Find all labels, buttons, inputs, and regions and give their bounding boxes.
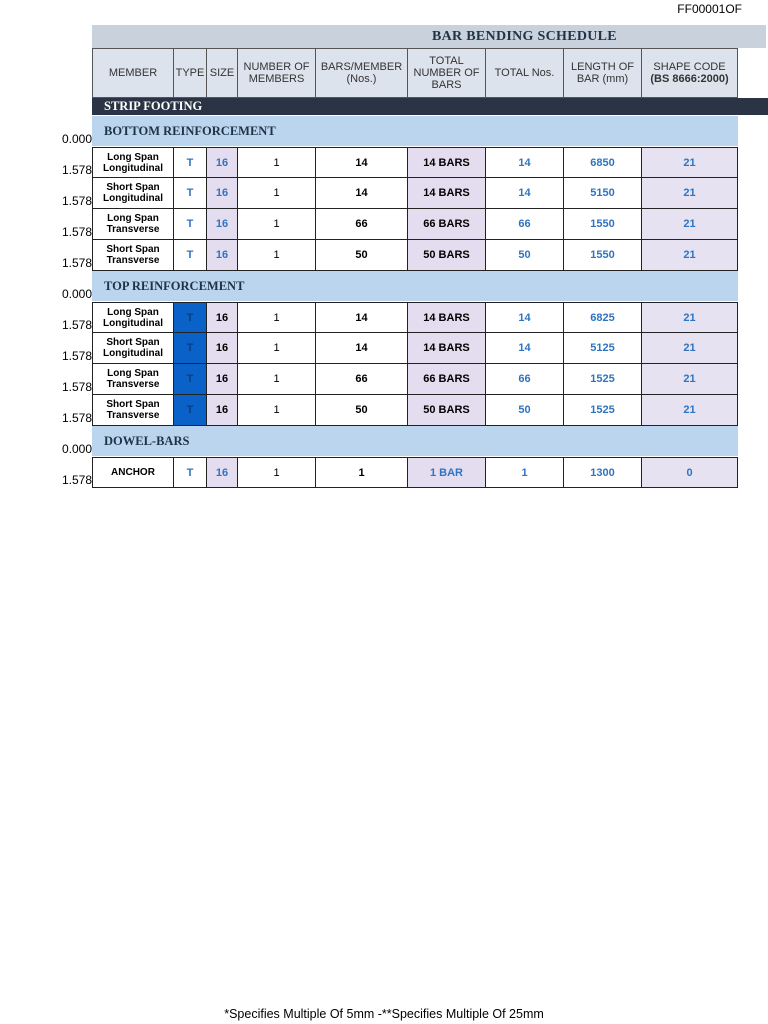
type-cell: T xyxy=(174,364,207,395)
size-cell: 16 xyxy=(207,364,238,395)
bars-per-member-cell: 14 xyxy=(316,178,408,209)
type-cell: T xyxy=(174,457,207,488)
shape-code-cell: 21 xyxy=(642,240,738,271)
bars-per-member-cell: 14 xyxy=(316,302,408,333)
header-shape-code: SHAPE CODE (BS 8666:2000) xyxy=(642,48,738,98)
length-cell: 1550 xyxy=(564,240,642,271)
schedule-title-bar xyxy=(92,25,766,48)
member-cell: Short Span Longitudinal xyxy=(92,178,174,209)
shape-code-cell: 21 xyxy=(642,178,738,209)
shape-code-cell: 21 xyxy=(642,333,738,364)
type-cell: T xyxy=(174,302,207,333)
size-cell: 16 xyxy=(207,302,238,333)
header-number-of-members: NUMBER OF MEMBERS xyxy=(238,48,316,98)
type-cell: T xyxy=(174,333,207,364)
header-total-number-of-bars: TOTAL NUMBER OF BARS xyxy=(408,48,486,98)
total-nos-cell: 14 xyxy=(486,147,564,178)
bars-per-member-cell: 66 xyxy=(316,364,408,395)
table-row xyxy=(92,457,738,488)
size-cell: 16 xyxy=(207,209,238,240)
length-cell: 1550 xyxy=(564,209,642,240)
type-cell: T xyxy=(174,147,207,178)
left-number: 0.000 xyxy=(61,287,92,301)
document-code: FF00001OF xyxy=(677,2,742,16)
members-cell: 1 xyxy=(238,395,316,426)
total-nos-cell: 66 xyxy=(486,209,564,240)
section-header-top: TOP REINFORCEMENT xyxy=(92,271,738,301)
length-cell: 1525 xyxy=(564,395,642,426)
bars-per-member-cell: 14 xyxy=(316,147,408,178)
total-nos-cell: 14 xyxy=(486,333,564,364)
length-cell: 1525 xyxy=(564,364,642,395)
header-bars-per-member: BARS/MEMBER (Nos.) xyxy=(316,48,408,98)
header-total-nos: TOTAL Nos. xyxy=(486,48,564,98)
total-nos-cell: 50 xyxy=(486,240,564,271)
left-number: 1.578 xyxy=(61,225,92,239)
type-cell: T xyxy=(174,395,207,426)
shape-code-cell: 0 xyxy=(642,457,738,488)
member-cell: Long Span Transverse xyxy=(92,364,174,395)
length-cell: 5150 xyxy=(564,178,642,209)
total-bars-cell: 14 BARS xyxy=(408,333,486,364)
type-cell: T xyxy=(174,209,207,240)
members-cell: 1 xyxy=(238,302,316,333)
length-cell: 6825 xyxy=(564,302,642,333)
header-member: MEMBER xyxy=(92,48,174,98)
bars-per-member-cell: 14 xyxy=(316,333,408,364)
total-nos-cell: 50 xyxy=(486,395,564,426)
size-cell: 16 xyxy=(207,178,238,209)
members-cell: 1 xyxy=(238,240,316,271)
shape-code-cell: 21 xyxy=(642,147,738,178)
shape-code-cell: 21 xyxy=(642,364,738,395)
bars-per-member-cell: 50 xyxy=(316,395,408,426)
table-row xyxy=(92,364,738,395)
bars-per-member-cell: 50 xyxy=(316,240,408,271)
member-cell: Short Span Longitudinal xyxy=(92,333,174,364)
left-number: 1.578 xyxy=(61,349,92,363)
type-cell: T xyxy=(174,240,207,271)
bars-per-member-cell: 1 xyxy=(316,457,408,488)
table-row xyxy=(92,178,738,209)
member-cell: ANCHOR xyxy=(92,457,174,488)
table-row xyxy=(92,333,738,364)
total-bars-cell: 50 BARS xyxy=(408,240,486,271)
total-bars-cell: 66 BARS xyxy=(408,209,486,240)
table-row xyxy=(92,395,738,426)
total-bars-cell: 14 BARS xyxy=(408,178,486,209)
bars-per-member-cell: 66 xyxy=(316,209,408,240)
left-number: 1.578 xyxy=(61,256,92,270)
header-length-of-bar: LENGTH OF BAR (mm) xyxy=(564,48,642,98)
members-cell: 1 xyxy=(238,333,316,364)
size-cell: 16 xyxy=(207,457,238,488)
left-number: 1.578 xyxy=(61,163,92,177)
total-nos-cell: 14 xyxy=(486,178,564,209)
total-nos-cell: 14 xyxy=(486,302,564,333)
shape-code-cell: 21 xyxy=(642,302,738,333)
footnote: *Specifies Multiple Of 5mm -**Specifies Multiple Of 25mm xyxy=(224,1007,544,1021)
strip-footing-bar xyxy=(92,98,768,115)
table-row xyxy=(92,209,738,240)
schedule-title: BAR BENDING SCHEDULE xyxy=(432,29,617,44)
member-cell: Long Span Transverse xyxy=(92,209,174,240)
total-nos-cell: 66 xyxy=(486,364,564,395)
size-cell: 16 xyxy=(207,147,238,178)
type-cell: T xyxy=(174,178,207,209)
members-cell: 1 xyxy=(238,178,316,209)
left-number: 1.578 xyxy=(61,318,92,332)
total-bars-cell: 1 BAR xyxy=(408,457,486,488)
member-cell: Short Span Transverse xyxy=(92,240,174,271)
left-number: 0.000 xyxy=(61,442,92,456)
strip-footing-label: STRIP FOOTING xyxy=(104,99,203,113)
member-cell: Short Span Transverse xyxy=(92,395,174,426)
member-cell: Long Span Longitudinal xyxy=(92,147,174,178)
left-number: 1.578 xyxy=(61,411,92,425)
total-bars-cell: 66 BARS xyxy=(408,364,486,395)
shape-code-cell: 21 xyxy=(642,395,738,426)
length-cell: 1300 xyxy=(564,457,642,488)
total-bars-cell: 14 BARS xyxy=(408,147,486,178)
size-cell: 16 xyxy=(207,240,238,271)
header-size: SIZE xyxy=(207,48,238,98)
table-row xyxy=(92,302,738,333)
size-cell: 16 xyxy=(207,395,238,426)
members-cell: 1 xyxy=(238,147,316,178)
header-type: TYPE xyxy=(174,48,207,98)
left-number: 1.578 xyxy=(61,194,92,208)
members-cell: 1 xyxy=(238,457,316,488)
length-cell: 5125 xyxy=(564,333,642,364)
total-nos-cell: 1 xyxy=(486,457,564,488)
shape-code-cell: 21 xyxy=(642,209,738,240)
table-row xyxy=(92,147,738,178)
table-header xyxy=(92,48,738,98)
section-header-dowel-bars: DOWEL-BARS xyxy=(92,426,738,456)
total-bars-cell: 50 BARS xyxy=(408,395,486,426)
members-cell: 1 xyxy=(238,364,316,395)
total-bars-cell: 14 BARS xyxy=(408,302,486,333)
members-cell: 1 xyxy=(238,209,316,240)
size-cell: 16 xyxy=(207,333,238,364)
left-number: 1.578 xyxy=(61,473,92,487)
section-header-bottom: BOTTOM REINFORCEMENT xyxy=(92,116,738,146)
length-cell: 6850 xyxy=(564,147,642,178)
member-cell: Long Span Longitudinal xyxy=(92,302,174,333)
table-row xyxy=(92,240,738,271)
left-number: 1.578 xyxy=(61,380,92,394)
left-number: 0.000 xyxy=(61,132,92,146)
